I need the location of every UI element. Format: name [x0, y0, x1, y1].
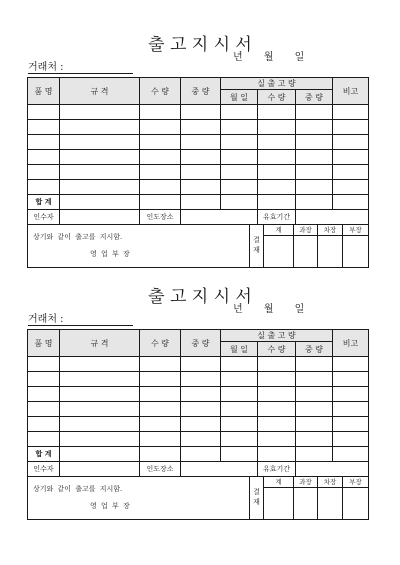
cell-weight: [181, 417, 221, 432]
instruction-text: 상기와 같이 출고를 지시함.: [33, 485, 123, 493]
approval-label-cell: [250, 477, 264, 520]
header-actual-shipment: 실 출 고 량: [221, 78, 333, 90]
date-line: 년 월 일: [233, 52, 305, 63]
cell-actual-weight: [296, 120, 333, 135]
total-cell-quantity: [140, 195, 181, 210]
cell-remarks: [333, 417, 369, 432]
cell-actual-weight: [296, 135, 333, 150]
cell-item-name: [28, 387, 60, 402]
shipping-order-form: [0, 252, 400, 510]
cell-remarks: [333, 357, 369, 372]
approval-label: 결재: [252, 236, 261, 256]
cell-weight: [181, 372, 221, 387]
cell-actual-weight: [296, 180, 333, 195]
order-table: [27, 77, 369, 268]
cell-quantity: [140, 357, 181, 372]
total-cell-actual-weight: [296, 447, 333, 462]
cell-actual-quantity: [258, 432, 296, 447]
cell-actual-weight: [296, 165, 333, 180]
form-title: 출 고 지 시 서: [148, 35, 252, 55]
header-actual-weight: 중 량: [296, 342, 333, 357]
validity-value: [296, 210, 369, 225]
total-cell-weight: [181, 447, 221, 462]
cell-actual-quantity: [258, 372, 296, 387]
cell-quantity: [140, 165, 181, 180]
cell-remarks: [333, 105, 369, 120]
total-cell-spec: [60, 447, 140, 462]
cell-actual-date: [221, 357, 258, 372]
total-cell-weight: [181, 195, 221, 210]
cell-spec: [60, 432, 140, 447]
validity-value: [296, 462, 369, 477]
receiver-row: [28, 462, 369, 477]
cell-weight: [181, 387, 221, 402]
cell-actual-weight: [296, 402, 333, 417]
header-weight: 중 량: [181, 330, 221, 357]
cell-actual-weight: [296, 105, 333, 120]
signature-box: [294, 488, 318, 520]
approval-role-1: 과장: [294, 225, 318, 236]
cell-spec: [60, 372, 140, 387]
header-spec: 규 격: [60, 78, 140, 105]
order-table: [27, 329, 369, 520]
cell-actual-date: [221, 387, 258, 402]
cell-remarks: [333, 150, 369, 165]
cell-spec: [60, 402, 140, 417]
date-line: 년 월 일: [233, 304, 305, 315]
cell-actual-weight: [296, 417, 333, 432]
cell-actual-date: [221, 120, 258, 135]
cell-spec: [60, 387, 140, 402]
cell-quantity: [140, 387, 181, 402]
header-actual-shipment: 실 출 고 량: [221, 330, 333, 342]
cell-actual-quantity: [258, 417, 296, 432]
cell-weight: [181, 150, 221, 165]
cell-actual-weight: [296, 357, 333, 372]
cell-weight: [181, 402, 221, 417]
cell-remarks: [333, 135, 369, 150]
cell-actual-quantity: [258, 120, 296, 135]
cell-item-name: [28, 180, 60, 195]
validity-label: 유효기간: [258, 210, 296, 225]
cell-quantity: [140, 432, 181, 447]
table-row: [28, 402, 369, 417]
cell-actual-quantity: [258, 135, 296, 150]
total-cell-quantity: [140, 447, 181, 462]
cell-actual-weight: [296, 387, 333, 402]
cell-weight: [181, 105, 221, 120]
cell-actual-quantity: [258, 150, 296, 165]
validity-label: 유효기간: [258, 462, 296, 477]
cell-weight: [181, 135, 221, 150]
cell-actual-quantity: [258, 180, 296, 195]
cell-spec: [60, 105, 140, 120]
cell-quantity: [140, 402, 181, 417]
cell-remarks: [333, 120, 369, 135]
total-cell-actual-date: [221, 195, 258, 210]
delivery-place-label: 인도장소: [140, 462, 181, 477]
cell-actual-date: [221, 402, 258, 417]
delivery-place-label: 인도장소: [140, 210, 181, 225]
cell-item-name: [28, 135, 60, 150]
table-row: [28, 120, 369, 135]
cell-spec: [60, 135, 140, 150]
cell-weight: [181, 432, 221, 447]
header-actual-date: 월 일: [221, 342, 258, 357]
cell-spec: [60, 417, 140, 432]
table-row: [28, 432, 369, 447]
cell-actual-quantity: [258, 105, 296, 120]
cell-actual-date: [221, 417, 258, 432]
total-label: 합 계: [28, 447, 60, 462]
cell-actual-weight: [296, 432, 333, 447]
cell-spec: [60, 120, 140, 135]
header-remarks: 비고: [333, 78, 369, 105]
approval-role-0: 계: [264, 225, 294, 236]
cell-remarks: [333, 372, 369, 387]
cell-actual-date: [221, 105, 258, 120]
cell-quantity: [140, 105, 181, 120]
cell-actual-date: [221, 135, 258, 150]
cell-actual-quantity: [258, 387, 296, 402]
cell-weight: [181, 180, 221, 195]
total-cell-actual-quantity: [258, 195, 296, 210]
header-actual-weight: 중 량: [296, 90, 333, 105]
receiver-label: 인수자: [28, 462, 60, 477]
delivery-place-value: [181, 210, 258, 225]
cell-actual-quantity: [258, 165, 296, 180]
cell-actual-date: [221, 165, 258, 180]
total-cell-actual-quantity: [258, 447, 296, 462]
receiver-value: [60, 462, 140, 477]
cell-item-name: [28, 150, 60, 165]
client-label: 거래처 :: [28, 314, 64, 325]
header-actual-date: 월 일: [221, 90, 258, 105]
instruction-text: 상기와 같이 출고를 지시함.: [33, 233, 123, 241]
client-label: 거래처 :: [28, 62, 64, 73]
cell-item-name: [28, 120, 60, 135]
cell-quantity: [140, 150, 181, 165]
header-spec: 규 격: [60, 330, 140, 357]
cell-quantity: [140, 417, 181, 432]
header-quantity: 수 량: [140, 78, 181, 105]
total-cell-actual-date: [221, 447, 258, 462]
total-row: [28, 195, 369, 210]
total-cell-remarks: [333, 195, 369, 210]
delivery-place-value: [181, 462, 258, 477]
client-underline: [28, 325, 133, 326]
approval-role-0: 계: [264, 477, 294, 488]
table-row: [28, 105, 369, 120]
cell-quantity: [140, 180, 181, 195]
header-item-name: 품 명: [28, 78, 60, 105]
shipping-order-form: [0, 0, 400, 258]
cell-actual-weight: [296, 372, 333, 387]
cell-actual-date: [221, 150, 258, 165]
table-row: [28, 357, 369, 372]
table-header-row: [28, 330, 369, 357]
table-row: [28, 372, 369, 387]
total-cell-actual-weight: [296, 195, 333, 210]
approval-role-2: 차장: [318, 225, 343, 236]
cell-remarks: [333, 432, 369, 447]
table-header-row: [28, 78, 369, 105]
receiver-label: 인수자: [28, 210, 60, 225]
approval-role-2: 차장: [318, 477, 343, 488]
cell-actual-date: [221, 432, 258, 447]
cell-item-name: [28, 417, 60, 432]
total-label: 합 계: [28, 195, 60, 210]
approval-role-1: 과장: [294, 477, 318, 488]
header-actual-quantity: 수 량: [258, 342, 296, 357]
table-row: [28, 387, 369, 402]
signature-box: [318, 488, 343, 520]
cell-actual-date: [221, 180, 258, 195]
receiver-value: [60, 210, 140, 225]
table-row: [28, 150, 369, 165]
cell-spec: [60, 180, 140, 195]
approval-role-3: 부장: [343, 477, 369, 488]
cell-item-name: [28, 105, 60, 120]
cell-weight: [181, 165, 221, 180]
cell-quantity: [140, 372, 181, 387]
instruction-box: [28, 477, 250, 520]
cell-actual-date: [221, 372, 258, 387]
total-row: [28, 447, 369, 462]
form-title: 출 고 지 시 서: [148, 287, 252, 307]
cell-spec: [60, 165, 140, 180]
cell-remarks: [333, 387, 369, 402]
cell-actual-weight: [296, 150, 333, 165]
header-item-name: 품 명: [28, 330, 60, 357]
cell-quantity: [140, 135, 181, 150]
cell-spec: [60, 357, 140, 372]
approval-role-3: 부장: [343, 225, 369, 236]
cell-actual-quantity: [258, 402, 296, 417]
header-quantity: 수 량: [140, 330, 181, 357]
approval-block: [28, 477, 369, 520]
cell-item-name: [28, 357, 60, 372]
cell-spec: [60, 150, 140, 165]
cell-remarks: [333, 402, 369, 417]
signature-box: [343, 488, 369, 520]
approval-label: 결재: [252, 488, 261, 508]
total-cell-spec: [60, 195, 140, 210]
table-row: [28, 180, 369, 195]
client-underline: [28, 73, 133, 74]
table-row: [28, 165, 369, 180]
total-cell-remarks: [333, 447, 369, 462]
cell-item-name: [28, 372, 60, 387]
cell-weight: [181, 120, 221, 135]
signature-box: [264, 488, 294, 520]
header-weight: 중 량: [181, 78, 221, 105]
cell-item-name: [28, 165, 60, 180]
cell-item-name: [28, 402, 60, 417]
department-head: 영 업 부 장: [90, 502, 130, 510]
cell-remarks: [333, 180, 369, 195]
department-head: 영 업 부 장: [90, 250, 130, 258]
header-remarks: 비고: [333, 330, 369, 357]
cell-actual-quantity: [258, 357, 296, 372]
cell-quantity: [140, 120, 181, 135]
cell-weight: [181, 357, 221, 372]
cell-remarks: [333, 165, 369, 180]
table-row: [28, 135, 369, 150]
cell-item-name: [28, 432, 60, 447]
receiver-row: [28, 210, 369, 225]
table-row: [28, 417, 369, 432]
header-actual-quantity: 수 량: [258, 90, 296, 105]
